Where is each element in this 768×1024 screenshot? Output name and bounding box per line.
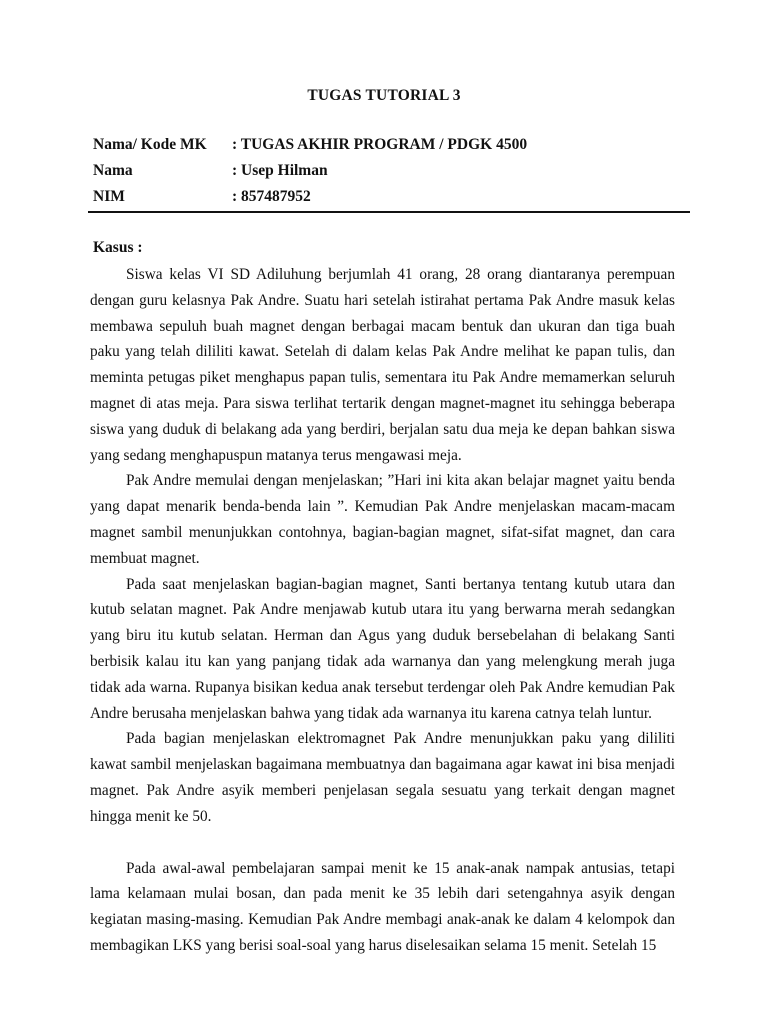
info-label: NIM [93, 188, 125, 205]
info-label: Nama [93, 162, 133, 179]
info-block [93, 136, 693, 214]
paragraph-1: Siswa kelas VI SD Adiluhung berjumlah 41 orang, 28 orang diantaranya perempuan dengan guru kelasnya Pak Andre. Suatu hari setelah istirahat pertama Pak Andre masuk kelas membawa sepuluh buah magnet dengan berbagai macam bentuk dan ukuran dan tiga buah paku yang telah dililiti kawat. Setelah di dalam kelas Pak Andre melihat ke papan tulis, dan meminta petugas piket menghapus papan tulis, sementara itu Pak Andre memamerkan seluruh magnet di atas meja. Para siswa terlihat tertarik dengan magnet-magnet itu sehingga beberapa siswa yang duduk di belakang ada yang berdiri, berjalan satu dua meja ke depan bahkan siswa yang sedang menghapuspun matanya terus mengawasi meja. [90, 266, 675, 464]
paragraph-5: Pada awal-awal pembelajaran sampai menit ke 15 anak-anak nampak antusias, tetapi lama kelamaan mulai bosan, dan pada menit ke 35 lebih dari setengahnya asyik dengan kegiatan masing-masing. Kemudian Pak Andre membagi anak-anak ke dalam 4 kelompok dan membagikan LKS yang berisi soal-soal yang harus diselesaikan selama 15 menit. Setelah 15 [90, 859, 675, 954]
document-title: TUGAS TUTORIAL 3 [307, 87, 461, 104]
paragraph-2: Pak Andre memulai dengan menjelaskan; ”Hari ini kita akan belajar magnet yaitu benda yang dapat menarik benda-benda lain ”. Kemudian Pak Andre menjelaskan macam-macam magnet sambil menunjukkan contohnya, bagian-bagian magnet, sifat-sifat magnet, dan cara membuat magnet. [90, 472, 675, 567]
info-value: : TUGAS AKHIR PROGRAM / PDGK 4500 [232, 136, 528, 153]
info-value: : 857487952 [232, 188, 311, 205]
paragraph-3: Pada saat menjelaskan bagian-bagian magnet, Santi bertanya tentang kutub utara dan kutub selatan magnet. Pak Andre menjawab kutub utara itu yang berwarna merah sedangkan yang biru itu kutub selatan. Herman dan Agus yang duduk bersebelahan di belakang Santi berbisik kalau itu kan yang panjang tidak ada warnanya dan yang melengkung merah juga tidak ada warna. Rupanya bisikan kedua anak tersebut terdengar oleh Pak Andre kemudian Pak Andre berusaha menjelaskan bahwa yang tidak ada warnanya itu karena catnya telah luntur. [90, 575, 675, 722]
info-row-name [93, 162, 693, 188]
info-label: Nama/ Kode MK [93, 136, 207, 153]
info-value: : Usep Hilman [232, 162, 328, 179]
header-divider [88, 211, 690, 213]
document-body [90, 262, 675, 959]
case-heading: Kasus : [93, 239, 143, 256]
info-row-course [93, 136, 693, 162]
paragraph-4: Pada bagian menjelaskan elektromagnet Pak Andre menunjukkan paku yang dililiti kawat sambil menjelaskan bagaimana membuatnya dan bagaimana agar kawat ini bisa menjadi magnet. Pak Andre asyik memberi penjelasan segala sesuatu yang terkait dengan magnet hingga menit ke 50. [90, 730, 675, 825]
